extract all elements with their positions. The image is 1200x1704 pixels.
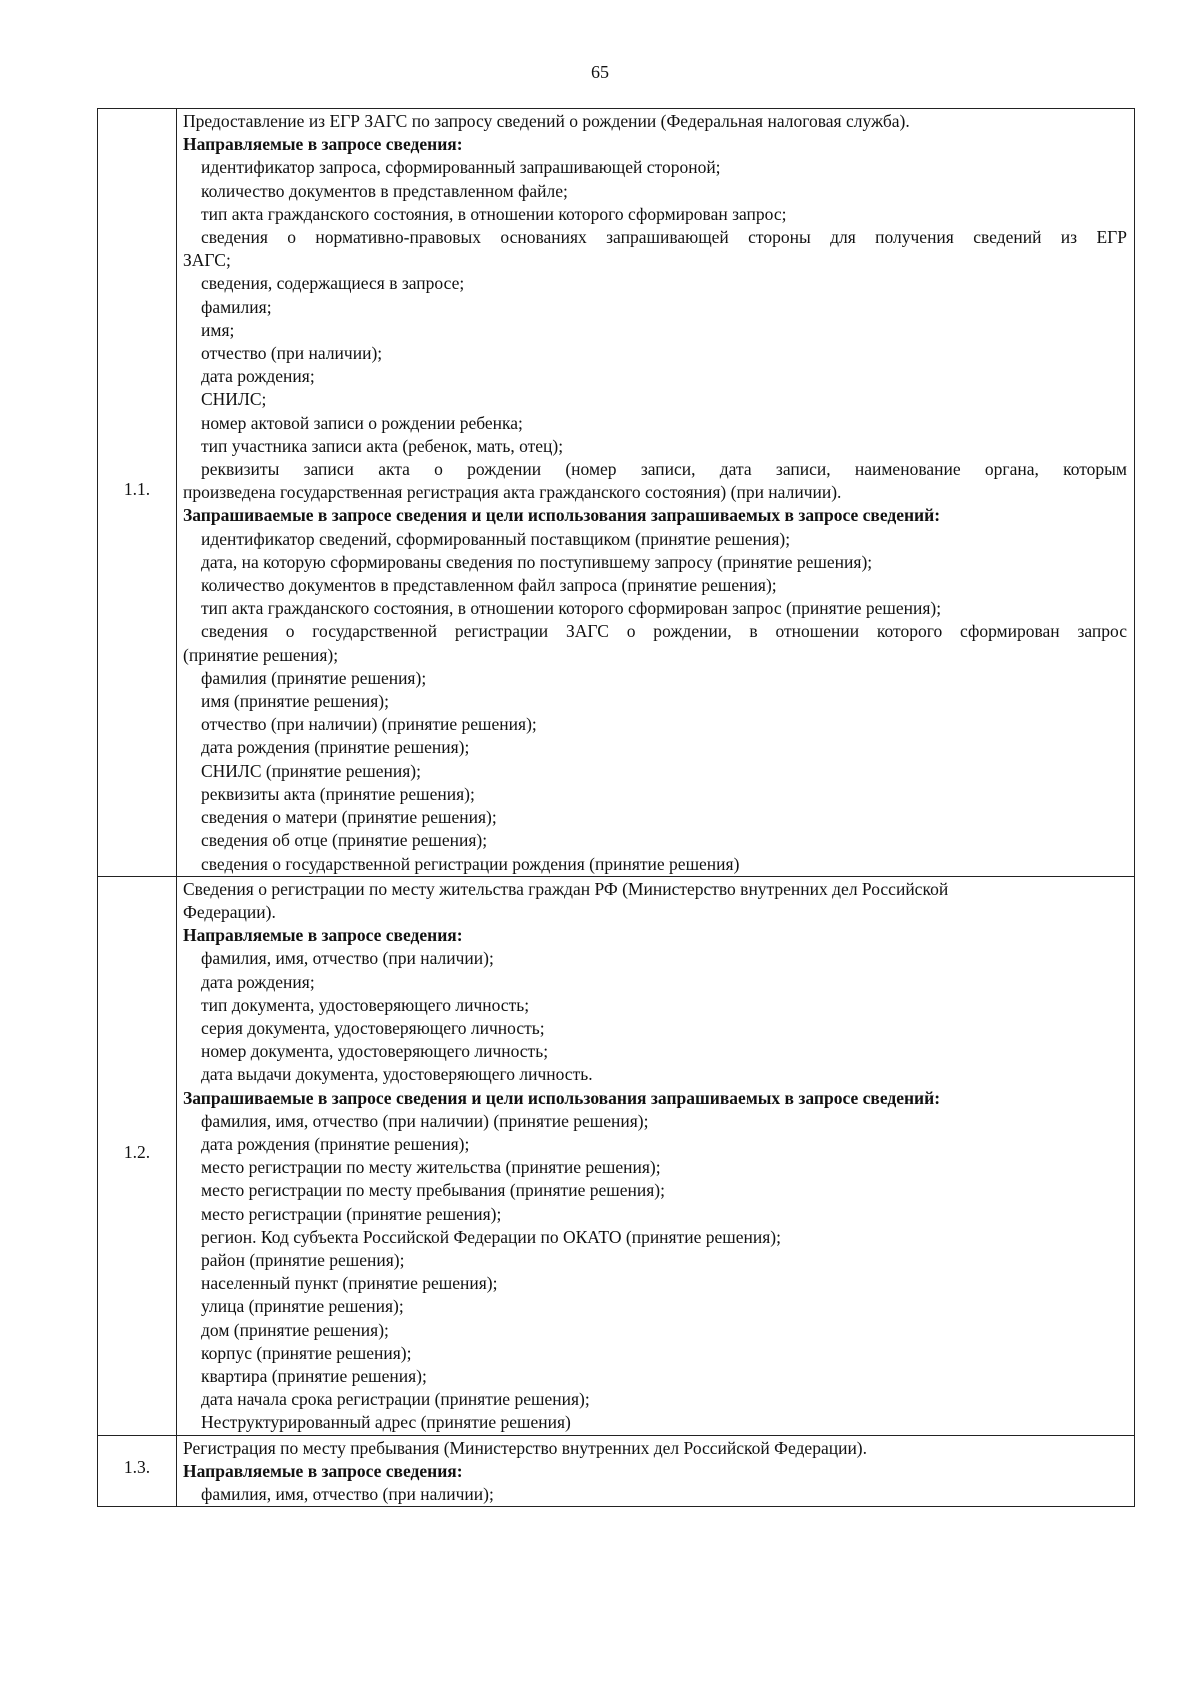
content-line: район (принятие решения); <box>201 1249 405 1270</box>
content-line: сведения, содержащиеся в запросе; <box>201 273 465 294</box>
page-number: 65 <box>591 62 609 82</box>
content-line: фамилия; <box>201 296 272 317</box>
content-line: номер актовой записи о рождении ребенка; <box>201 412 523 433</box>
content-line: дом (принятие решения); <box>201 1319 389 1340</box>
content-line: имя; <box>201 319 235 340</box>
content-line: населенный пункт (принятие решения); <box>201 1273 498 1294</box>
content-line: регион. Код субъекта Российской Федерации по ОКАТО (принятие решения); <box>201 1226 781 1247</box>
content-line: произведена государственная регистрация акта гражданского состояния) (при наличии). <box>183 482 842 503</box>
content-line: фамилия (принятие решения); <box>201 667 427 688</box>
content-line: номер документа, удостоверяющего личность; <box>201 1041 549 1062</box>
content-line: место регистрации (принятие решения); <box>201 1203 502 1224</box>
content-line: Предоставление из ЕГР ЗАГС по запросу сведений о рождении (Федеральная налоговая служба). <box>183 111 910 131</box>
table-body <box>98 109 1135 1507</box>
content-line: сведения о матери (принятие решения); <box>201 807 497 828</box>
content-line: сведения о государственной регистрации ЗАГС о рождении, в отношении которого сформирован запрос <box>201 621 1127 642</box>
section-heading: Запрашиваемые в запросе сведения и цели использования запрашиваемых в запросе сведений: <box>183 505 941 526</box>
content-line: улица (принятие решения); <box>201 1296 404 1317</box>
content-line: отчество (при наличии) (принятие решения); <box>201 714 537 735</box>
content-line: имя (принятие решения); <box>201 691 389 712</box>
content-line: дата рождения; <box>201 366 315 387</box>
content-line: дата начала срока регистрации (принятие решения); <box>201 1389 590 1410</box>
content-line: (принятие решения); <box>183 644 339 665</box>
content-line: место регистрации по месту жительства (принятие решения); <box>201 1157 661 1178</box>
row-content <box>177 109 1135 877</box>
content-line: тип документа, удостоверяющего личность; <box>201 994 530 1015</box>
content-line: сведения о нормативно-правовых основаниях запрашивающей стороны для получения сведений из ЕГР <box>201 227 1127 248</box>
services-table <box>97 108 1135 1507</box>
content-line: сведения о государственной регистрации рождения (принятие решения) <box>201 853 740 874</box>
row-content <box>177 876 1135 1435</box>
content-line: тип акта гражданского состояния, в отношении которого сформирован запрос; <box>201 203 787 224</box>
table-row <box>98 109 1135 877</box>
section-heading: Запрашиваемые в запросе сведения и цели использования запрашиваемых в запросе сведений: <box>183 1087 941 1108</box>
content-line: СНИЛС; <box>201 389 267 410</box>
content-line: серия документа, удостоверяющего личность; <box>201 1017 545 1038</box>
content-line: фамилия, имя, отчество (при наличии) (принятие решения); <box>201 1110 649 1131</box>
content-line: тип акта гражданского состояния, в отношении которого сформирован запрос (принятие решения); <box>201 598 942 619</box>
section-heading: Направляемые в запросе сведения: <box>183 1460 463 1481</box>
row-content <box>177 1435 1135 1507</box>
content-line: количество документов в представленном файле; <box>201 180 568 201</box>
content-line: корпус (принятие решения); <box>201 1342 412 1363</box>
content-line: Регистрация по месту пребывания (Министерство внутренних дел Российской Федерации). <box>183 1437 868 1458</box>
row-number: 1.3. <box>98 1435 177 1507</box>
content-line: Неструктурированный адрес (принятие решения) <box>201 1412 571 1433</box>
row-number: 1.2. <box>98 876 177 1435</box>
content-line: реквизиты акта (принятие решения); <box>201 783 475 804</box>
content-line: Сведения о регистрации по месту жительства граждан РФ (Министерство внутренних дел Российской <box>183 878 949 899</box>
content-line: идентификатор сведений, сформированный поставщиком (принятие решения); <box>201 528 791 549</box>
content-line: квартира (принятие решения); <box>201 1365 427 1386</box>
content-line: идентификатор запроса, сформированный запрашивающей стороной; <box>201 157 721 178</box>
content-line: дата рождения (принятие решения); <box>201 1133 470 1154</box>
row-number: 1.1. <box>98 109 177 877</box>
section-heading: Направляемые в запросе сведения: <box>183 134 463 155</box>
table-row <box>98 1435 1135 1507</box>
content-line: место регистрации по месту пребывания (принятие решения); <box>201 1180 665 1201</box>
content-line: сведения об отце (принятие решения); <box>201 830 488 851</box>
content-line: реквизиты записи акта о рождении (номер записи, дата записи, наименование органа, которым <box>201 459 1127 480</box>
content-line: СНИЛС (принятие решения); <box>201 760 421 781</box>
table-row <box>98 876 1135 1435</box>
content-line: тип участника записи акта (ребенок, мать, отец); <box>201 435 564 456</box>
content-line: количество документов в представленном файл запроса (принятие решения); <box>201 575 777 596</box>
content-line: дата рождения (принятие решения); <box>201 737 470 758</box>
content-line: дата рождения; <box>201 971 315 992</box>
content-line: отчество (при наличии); <box>201 343 383 364</box>
content-line: Федерации). <box>183 901 276 922</box>
content-line: ЗАГС; <box>183 250 231 271</box>
content-line: дата, на которую сформированы сведения по поступившему запросу (принятие решения); <box>201 551 873 572</box>
section-heading: Направляемые в запросе сведения: <box>183 925 463 946</box>
content-line: фамилия, имя, отчество (при наличии); <box>201 1483 494 1504</box>
content-line: дата выдачи документа, удостоверяющего личность. <box>201 1064 593 1085</box>
content-line: фамилия, имя, отчество (при наличии); <box>201 948 494 969</box>
